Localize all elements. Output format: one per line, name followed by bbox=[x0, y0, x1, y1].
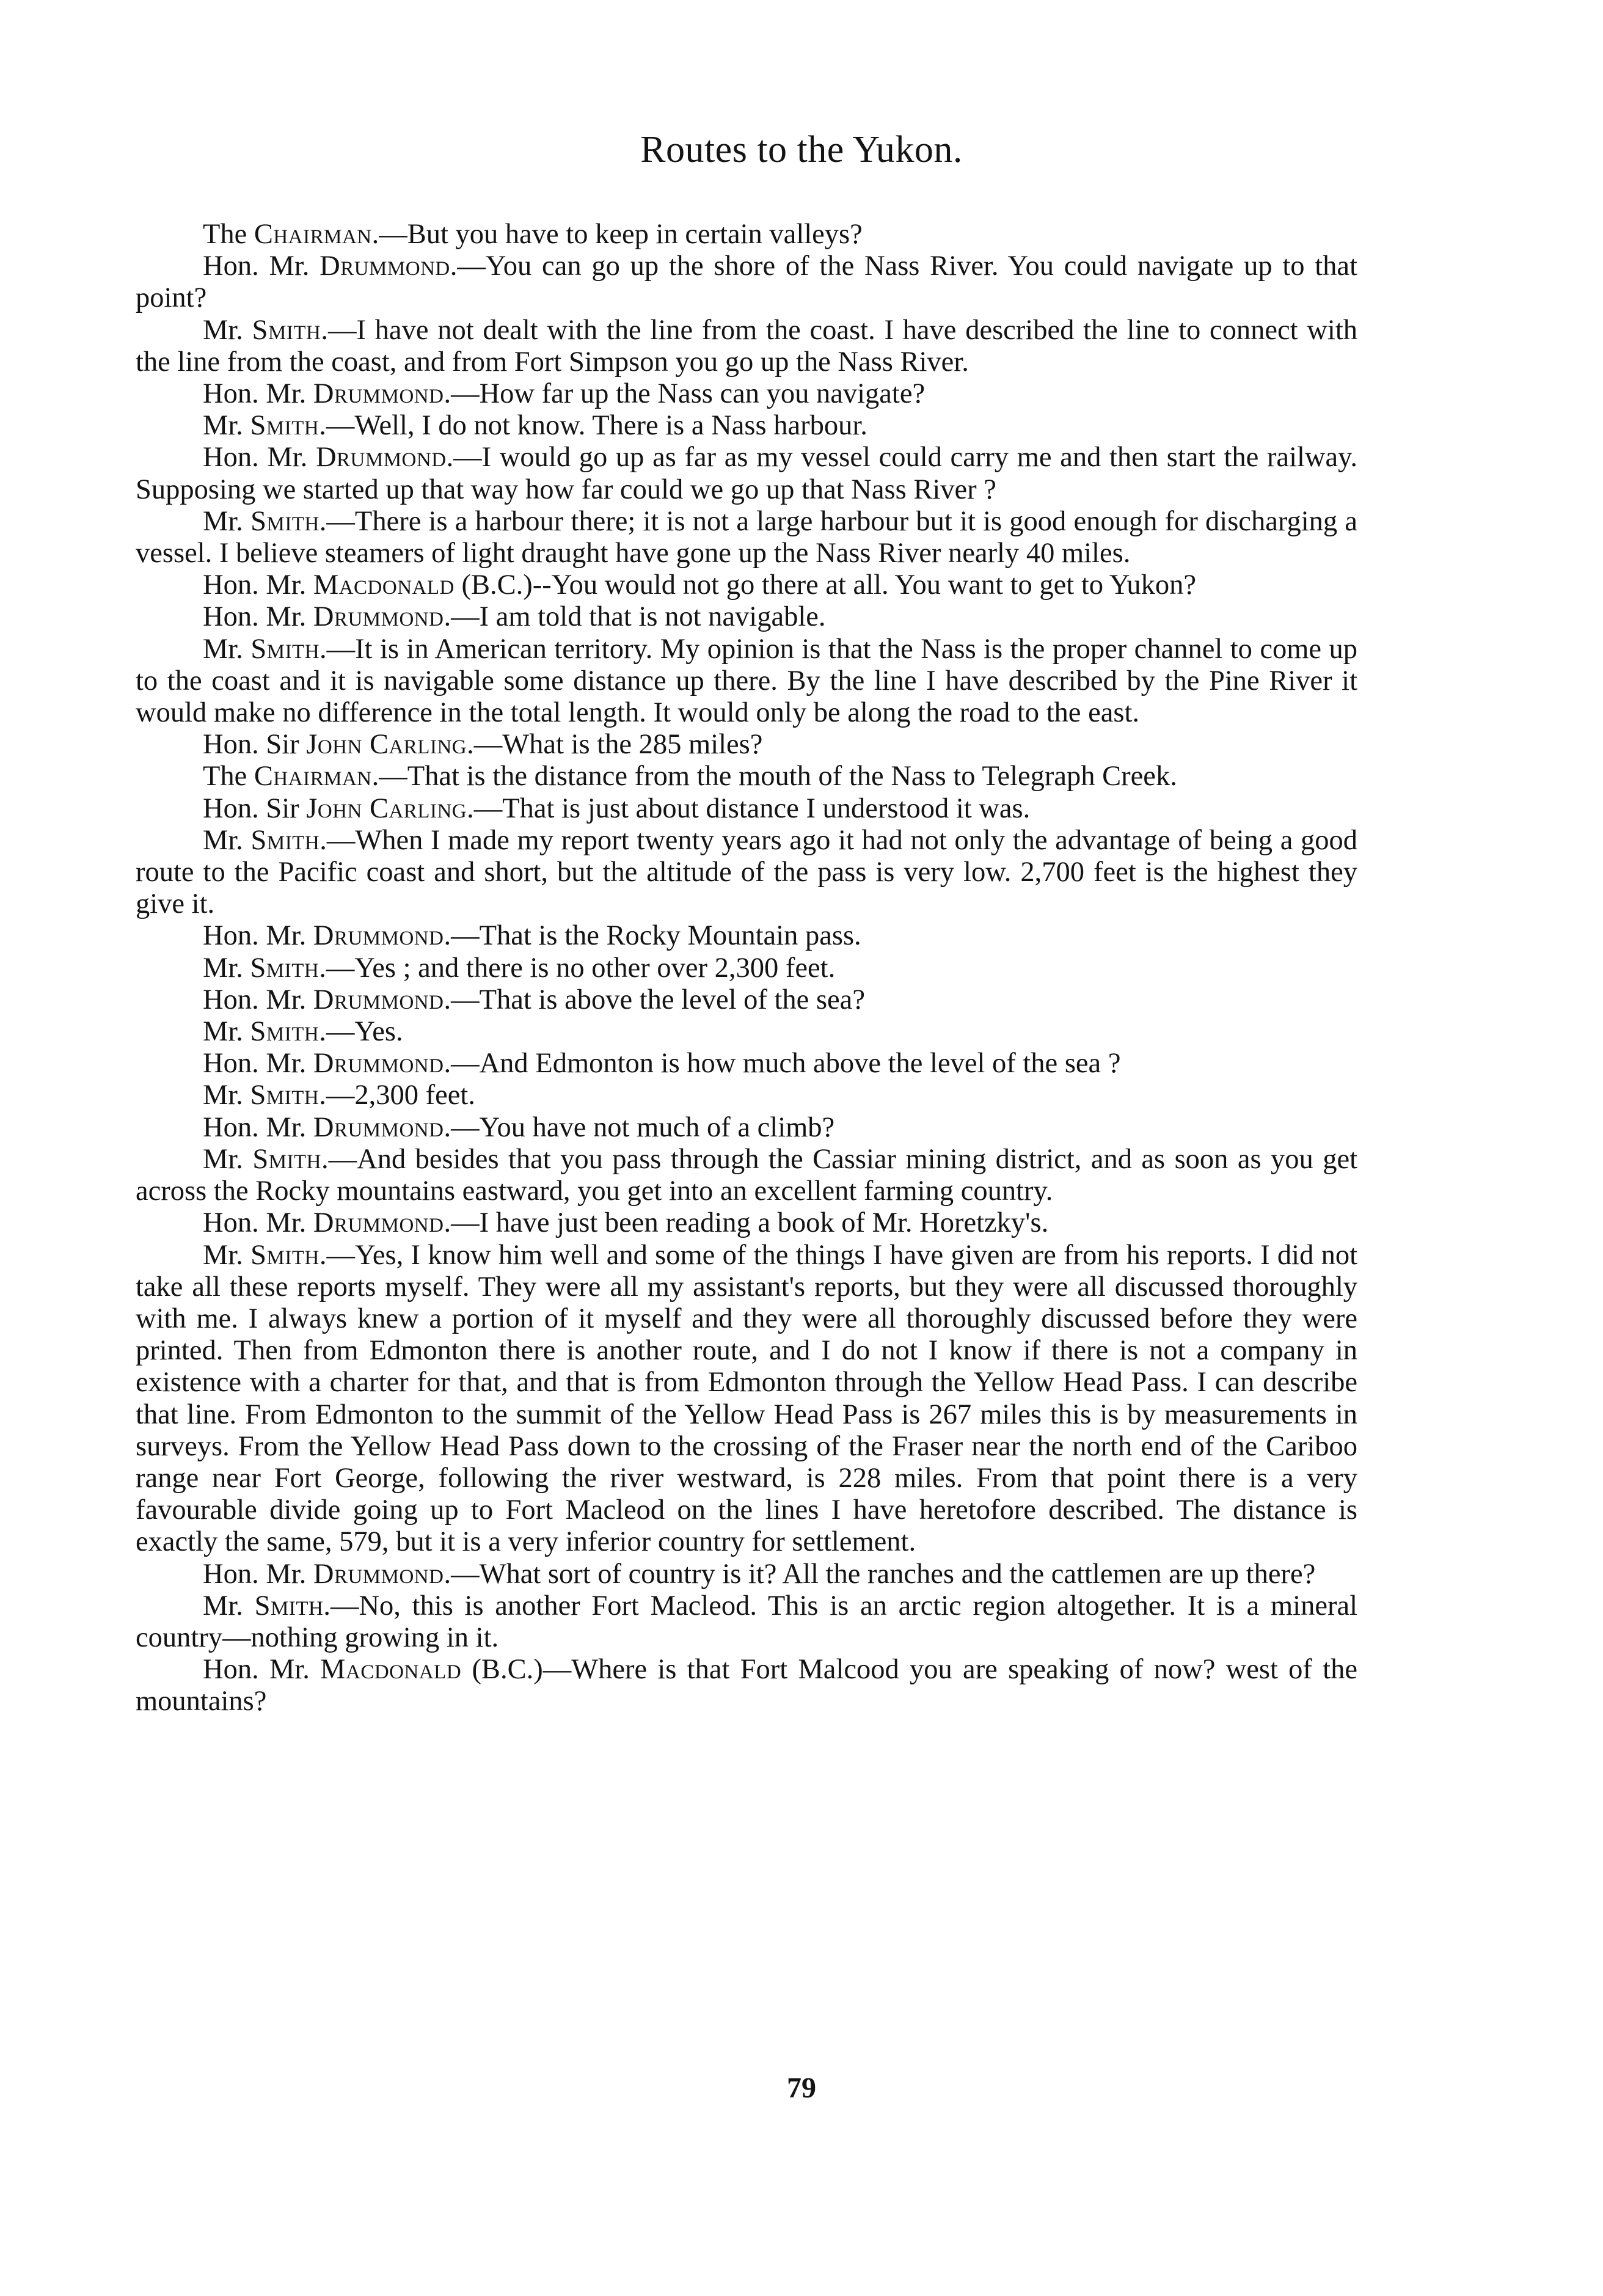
transcript-paragraph bbox=[136, 1144, 1357, 1207]
transcript-paragraph bbox=[136, 952, 1357, 984]
speaker-name: Smith bbox=[250, 410, 320, 442]
speech-text: .—That is the distance from the mouth of the Nass to Telegraph Creek. bbox=[371, 761, 1177, 792]
speaker-name: Smith bbox=[250, 633, 320, 665]
transcript-paragraph bbox=[136, 315, 1357, 378]
speaker-title: Mr. bbox=[203, 505, 251, 537]
speaker-title: Hon. Sir bbox=[203, 792, 307, 824]
speech-text: .—That is above the level of the sea? bbox=[444, 984, 865, 1015]
speaker-name: Drummond bbox=[313, 378, 444, 410]
speech-text: .—You have not much of a climb? bbox=[444, 1111, 835, 1143]
speech-text: .—2,300 feet. bbox=[319, 1080, 475, 1111]
speaker-title: The bbox=[203, 219, 254, 250]
speaker-title: Hon. Mr. bbox=[203, 442, 316, 473]
speaker-name: Macdonald bbox=[320, 1654, 462, 1686]
speaker-name: Smith bbox=[254, 1590, 324, 1621]
page-number: 79 bbox=[787, 2072, 816, 2104]
transcript-paragraph bbox=[136, 920, 1357, 952]
transcript-paragraph bbox=[136, 793, 1357, 825]
speech-text: .—That is the Rocky Mountain pass. bbox=[444, 920, 861, 952]
speech-text: .—What sort of country is it? All the ranches and the cattlemen are up there? bbox=[444, 1558, 1316, 1590]
speech-text: .—And Edmonton is how much above the level of the sea ? bbox=[444, 1048, 1121, 1080]
speaker-title: Mr. bbox=[203, 1080, 250, 1111]
speech-text: .—There is a harbour there; it is not a large harbour but it is good enough for discharging a vessel. I believe steamers of light draught have gone up the Nass River nearly 40 miles. bbox=[136, 505, 1357, 569]
speaker-title: Hon. Sir bbox=[203, 729, 307, 761]
transcript-paragraph bbox=[136, 761, 1357, 792]
speaker-name: Smith bbox=[250, 505, 320, 537]
transcript-paragraph bbox=[136, 250, 1357, 314]
speaker-name: Drummond bbox=[313, 920, 444, 952]
speech-text: .—I am told that is not navigable. bbox=[444, 601, 826, 633]
speaker-title: Mr. bbox=[203, 314, 252, 346]
speaker-name: Drummond bbox=[313, 1111, 444, 1143]
speech-text: .—It is in American territory. My opinion is that the Nass is the proper channel to come up to the coast and it is navigable some distance up there. By the line I have described by the Pine River it would make no difference in the total length. It would only be along the road to the east. bbox=[136, 633, 1357, 729]
speaker-title: Hon. Mr. bbox=[203, 1654, 321, 1686]
transcript-paragraph bbox=[136, 1112, 1357, 1144]
transcript-paragraph bbox=[136, 410, 1357, 442]
speech-text: .—You can go up the shore of the Nass River. You could navigate up to that point? bbox=[136, 250, 1357, 314]
speech-text: .—And besides that you pass through the Cassiar mining district, and as soon as you get across the Rocky mountains eastward, you get into an excellent farming country. bbox=[136, 1143, 1358, 1207]
page-title: Routes to the Yukon. bbox=[640, 129, 963, 170]
speech-text: (B.C.)—Where is that Fort Malcood you are speaking of now? west of the mountains? bbox=[136, 1654, 1357, 1717]
speaker-name: Smith bbox=[252, 314, 321, 346]
speaker-title: Hon. Mr. bbox=[203, 601, 313, 633]
transcript-paragraph bbox=[136, 984, 1357, 1016]
speaker-name: Smith bbox=[250, 1239, 320, 1271]
speech-text: .—But you have to keep in certain valleys? bbox=[371, 219, 863, 250]
speaker-name: John Carling bbox=[306, 792, 467, 824]
speaker-title: Hon. Mr. bbox=[203, 984, 313, 1015]
speaker-title: Hon. Mr. bbox=[203, 1558, 313, 1590]
transcript-paragraph bbox=[136, 506, 1357, 569]
speech-text: .—When I made my report twenty years ago it had not only the advantage of being a good route to the Pacific coast and short, but the altitude of the pass is very low. 2,700 feet is the highest they give it. bbox=[136, 824, 1357, 920]
speaker-title: Mr. bbox=[203, 1016, 250, 1048]
speaker-title: Mr. bbox=[203, 1143, 253, 1175]
speech-text: .—Well, I do not know. There is a Nass harbour. bbox=[319, 410, 867, 442]
transcript-paragraph bbox=[136, 1207, 1357, 1239]
speaker-title: Hon. Mr. bbox=[203, 569, 313, 601]
speaker-title: Mr. bbox=[203, 1239, 251, 1271]
speaker-title: Mr. bbox=[203, 633, 251, 665]
speaker-title: Hon. Mr. bbox=[203, 250, 320, 282]
speaker-title: Mr. bbox=[203, 1590, 255, 1621]
transcript-paragraph bbox=[136, 1080, 1357, 1111]
speaker-title: Hon. Mr. bbox=[203, 1207, 313, 1239]
transcript-paragraph bbox=[136, 1590, 1357, 1654]
speaker-title: Hon. Mr. bbox=[203, 378, 313, 410]
speaker-name: Smith bbox=[250, 1080, 320, 1111]
speaker-name: Drummond bbox=[313, 601, 444, 633]
speech-text: .—What is the 285 miles? bbox=[467, 729, 763, 761]
speaker-title: Mr. bbox=[203, 952, 250, 984]
speech-text: .—How far up the Nass can you navigate? bbox=[444, 378, 926, 410]
speaker-name: Macdonald bbox=[313, 569, 455, 601]
transcript-paragraph bbox=[136, 1654, 1357, 1717]
speaker-name: Drummond bbox=[313, 984, 444, 1015]
speaker-title: Mr. bbox=[203, 410, 250, 442]
transcript-paragraph bbox=[136, 442, 1357, 505]
speaker-name: Drummond bbox=[315, 442, 447, 473]
transcript-paragraph bbox=[136, 378, 1357, 410]
transcript-paragraph bbox=[136, 1048, 1357, 1080]
speech-text: .—I have not dealt with the line from the coast. I have described the line to connect with the line from the coast, and from Fort Simpson you go up the Nass River. bbox=[136, 314, 1358, 378]
speaker-title: Hon. Mr. bbox=[203, 1048, 313, 1080]
transcript-paragraph bbox=[136, 1559, 1357, 1590]
transcript-paragraph bbox=[136, 825, 1357, 921]
speech-text: (B.C.)--You would not go there at all. You want to get to Yukon? bbox=[454, 569, 1196, 601]
speech-text: .—I have just been reading a book of Mr. Horetzky's. bbox=[444, 1207, 1049, 1239]
transcript-paragraph bbox=[136, 634, 1357, 729]
transcript-paragraph bbox=[136, 1016, 1357, 1048]
speaker-name: Smith bbox=[250, 1016, 320, 1048]
transcript-paragraph bbox=[136, 729, 1357, 761]
transcript-paragraph bbox=[136, 219, 1357, 250]
speaker-title: Hon. Mr. bbox=[203, 920, 313, 952]
transcript-paragraph bbox=[136, 569, 1357, 601]
speech-text: .—I would go up as far as my vessel could carry me and then start the railway. Supposing we started up that way how far could we go up that Nass River ? bbox=[136, 442, 1357, 505]
speech-text: .—That is just about distance I understood it was. bbox=[467, 792, 1031, 824]
speech-text: .—Yes, I know him well and some of the things I have given are from his reports. I did not take all these reports myself. They were all my assistant's reports, but they were all discussed thoroughly with me. I always knew a portion of it myself and they were all thoroughly discussed before they were printed. Then from Edmonton there is another route, and I do not I know if there is not a company in existence with a charter for that, and that is from Edmonton through the Yellow Head Pass. I can describe that line. From Edmonton to the summit of the Yellow Head Pass is 267 miles this is by measurements in surveys. From the Yellow Head Pass down to the crossing of the Fraser near the north end of the Cariboo range near Fort George, following the river westward, is 228 miles. From that point there is a very favourable divide going up to Fort Macleod on the lines I have heretofore described. The distance is exactly the same, 579, but it is a very inferior country for settlement. bbox=[136, 1239, 1358, 1558]
speech-text: .—Yes. bbox=[319, 1016, 403, 1048]
speaker-name: Chairman bbox=[254, 219, 372, 250]
speaker-name: Smith bbox=[250, 824, 320, 856]
speaker-name: John Carling bbox=[306, 729, 467, 761]
speaker-title: The bbox=[203, 761, 254, 792]
speaker-name: Drummond bbox=[313, 1048, 444, 1080]
speaker-title: Hon. Mr. bbox=[203, 1111, 313, 1143]
speech-text: .—No, this is another Fort Macleod. This is an arctic region altogether. It is a mineral country—nothing growing in it. bbox=[136, 1590, 1357, 1653]
speaker-name: Smith bbox=[252, 1143, 322, 1175]
speaker-name: Smith bbox=[250, 952, 320, 984]
speaker-name: Drummond bbox=[313, 1558, 444, 1590]
speaker-name: Drummond bbox=[320, 250, 450, 282]
speech-text: .—Yes ; and there is no other over 2,300 feet. bbox=[319, 952, 836, 984]
transcript-paragraph bbox=[136, 601, 1357, 633]
transcript-paragraph bbox=[136, 1240, 1357, 1559]
page-body bbox=[136, 219, 1357, 1718]
speaker-title: Mr. bbox=[203, 824, 251, 856]
speaker-name: Chairman bbox=[254, 761, 372, 792]
speaker-name: Drummond bbox=[313, 1207, 444, 1239]
